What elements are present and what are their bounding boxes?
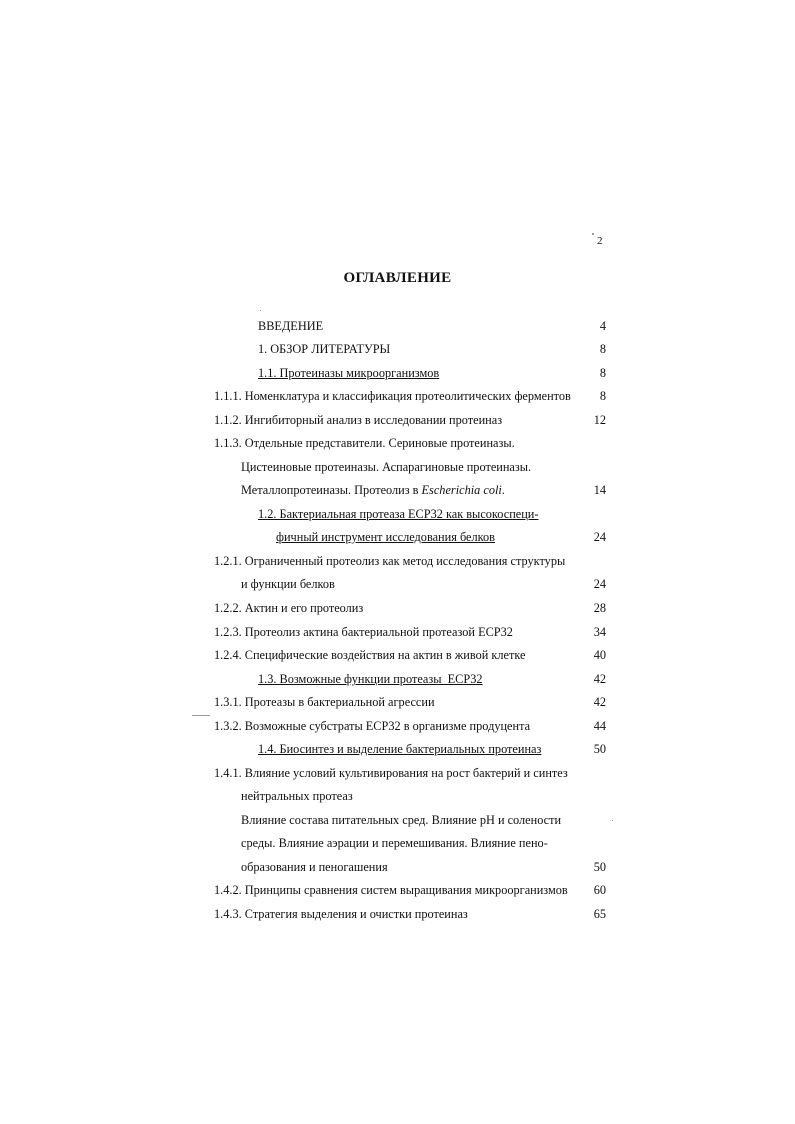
toc-page-1-4-1: 50: [593, 860, 606, 874]
toc-entry-1-4-2[interactable]: 1.4.2. Принципы сравнения систем выращивания микроорганизмов: [214, 883, 568, 897]
toc-entry-1-4-1-line2[interactable]: нейтральных протеаз: [241, 789, 353, 803]
toc-entry-intro[interactable]: ВВЕДЕНИЕ: [258, 319, 324, 333]
toc-entry-1-3[interactable]: 1.3. Возможные функции протеазы ЕСР32: [258, 672, 483, 686]
toc-page-1-2-1: 24: [593, 577, 606, 591]
scan-mark: [192, 715, 210, 716]
toc-entry-1-1-3-line1[interactable]: 1.1.3. Отдельные представители. Сериновые протеиназы.: [214, 436, 515, 450]
toc-entry-ch1[interactable]: 1. ОБЗОР ЛИТЕРАТУРЫ: [258, 342, 391, 356]
scan-dot: [260, 310, 261, 311]
scan-dot: [612, 820, 613, 821]
page-title: ОГЛАВЛЕНИЕ: [343, 270, 452, 286]
toc-entry-1-1-3-line2[interactable]: Цистеиновые протеиназы. Аспарагиновые протеиназы.: [241, 460, 532, 474]
page-number: 2: [597, 235, 603, 247]
toc-page-1-4-3: 65: [593, 907, 606, 921]
toc-entry-1-4-3[interactable]: 1.4.3. Стратегия выделения и очистки протеиназ: [214, 907, 468, 921]
toc-page-1-2-4: 40: [593, 648, 606, 662]
toc-entry-1-2-line2[interactable]: фичный инструмент исследования белков: [276, 530, 495, 544]
toc-entry-1-1-2[interactable]: 1.1.2. Ингибиторный анализ в исследовании протеиназ: [214, 413, 503, 427]
toc-entry-1-1-3-line3-prefix: Металлопротеиназы. Протеолиз в: [241, 483, 422, 497]
toc-page-1-2: 24: [593, 530, 606, 544]
scan-dot: [592, 233, 594, 235]
toc-page-1-4: 50: [593, 742, 606, 756]
toc-page-1-2-3: 34: [593, 625, 606, 639]
toc-entry-1-4-1-line4[interactable]: среды. Влияние аэрации и перемешивания. Влияние пено-: [241, 836, 548, 850]
toc-entry-1-3-1[interactable]: 1.3.1. Протеазы в бактериальной агрессии: [214, 695, 435, 709]
toc-entry-1-1[interactable]: 1.1. Протеиназы микроорганизмов: [258, 366, 440, 380]
toc-page-1-3-2: 44: [593, 719, 606, 733]
toc-page-1-4-2: 60: [593, 883, 606, 897]
toc-entry-1-4[interactable]: 1.4. Биосинтез и выделение бактериальных протеиназ: [258, 742, 542, 756]
toc-page-1-1: 8: [599, 366, 606, 380]
toc-entry-1-2-1-line1[interactable]: 1.2.1. Ограниченный протеолиз как метод исследования структуры: [214, 554, 566, 568]
toc-page-1-3-1: 42: [593, 695, 606, 709]
toc-entry-1-2-4[interactable]: 1.2.4. Специфические воздействия на актин в живой клетке: [214, 648, 526, 662]
toc-entry-1-4-1-line1[interactable]: 1.4.1. Влияние условий культивирования на рост бактерий и синтез: [214, 766, 568, 780]
toc-page-1-1-3: 14: [593, 483, 606, 497]
toc-entry-1-1-3-line3-suffix: .: [501, 483, 505, 497]
toc-entry-1-3-2[interactable]: 1.3.2. Возможные субстраты ЕСР32 в организме продуцента: [214, 719, 531, 733]
toc-page-1-3: 42: [593, 672, 606, 686]
toc-entry-1-4-1-line3[interactable]: Влияние состава питательных сред. Влияние рН и солености: [241, 813, 562, 827]
toc-entry-1-1-3-line3-italic: Escherichia coli: [421, 483, 502, 497]
toc-entry-1-1-3-line3[interactable]: [241, 482, 505, 498]
toc-page-intro: 4: [599, 319, 606, 333]
toc-entry-1-2-line1[interactable]: 1.2. Бактериальная протеаза ЕСР32 как высокоспеци-: [258, 507, 539, 521]
toc-entry-1-2-3[interactable]: 1.2.3. Протеолиз актина бактериальной протеазой ЕСР32: [214, 625, 513, 639]
toc-page-1-1-2: 12: [593, 413, 606, 427]
toc-entry-1-4-1-line5[interactable]: образования и пеногашения: [241, 860, 388, 874]
toc-entry-1-2-1-line2[interactable]: и функции белков: [241, 577, 335, 591]
toc-page-ch1: 8: [599, 342, 606, 356]
toc-page-1-2-2: 28: [593, 601, 606, 615]
toc-entry-1-1-1[interactable]: 1.1.1. Номенклатура и классификация протеолитических ферментов: [214, 389, 571, 403]
toc-entry-1-2-2[interactable]: 1.2.2. Актин и его протеолиз: [214, 601, 364, 615]
toc-page-1-1-1: 8: [599, 389, 606, 403]
